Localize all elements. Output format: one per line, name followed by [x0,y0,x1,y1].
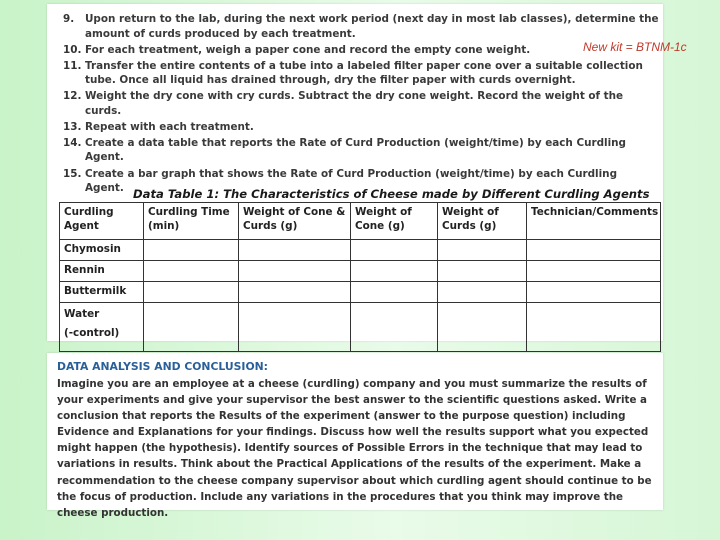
step-text: Weight the dry cone with cry curds. Subtract the dry cone weight. Record the weight of the curds. [85,90,624,117]
time-cell[interactable] [144,282,239,303]
agent-cell [60,303,144,352]
cone-curds-weight-cell[interactable] [239,282,351,303]
agent-note: (-control) [64,327,120,339]
procedure-step [63,136,659,165]
step-number: 12. [63,90,82,103]
step-text: Create a data table that reports the Rate of Curd Production (weight/time) by each Curdling Agent. [85,136,626,164]
cone-weight-cell[interactable] [351,240,438,261]
procedure-step [63,59,659,88]
step-number: 10. [63,43,82,56]
comments-cell[interactable] [527,261,661,282]
comments-cell[interactable] [527,282,661,303]
step-text: Transfer the entire contents of a tube into a labeled filter paper cone over a suitable collection tube. Once all liquid has drained through, dry the filter paper with curds overnight. [85,59,643,87]
agent-name: Water [64,308,100,320]
column-header-comments: Technician/Comments [527,203,661,240]
time-cell[interactable] [144,240,239,261]
table-row [60,261,661,282]
table-row [60,282,661,303]
data-table [59,202,661,352]
comments-cell[interactable] [527,303,661,352]
cone-weight-cell[interactable] [351,282,438,303]
step-number: 9. [63,13,75,25]
cone-curds-weight-cell[interactable] [239,240,351,261]
kit-note: New kit = BTNM-1c [583,40,687,54]
curds-weight-cell[interactable] [438,303,527,352]
column-header-cone-curds-weight: Weight of Cone & Curds (g) [239,203,351,240]
agent-cell: Rennin [60,261,144,282]
time-cell[interactable] [144,303,239,352]
cone-weight-cell[interactable] [351,303,438,352]
step-text: Upon return to the lab, during the next work period (next day in most lab classes), determine the amount of curds produced by each treatment. [85,13,659,40]
table-row [60,303,661,352]
time-cell[interactable] [144,261,239,282]
procedure-step [63,120,659,135]
procedure-steps [63,12,659,197]
table-header-row [60,203,661,240]
step-text: For each treatment, weigh a paper cone and record the empty cone weight. [85,43,531,56]
agent-cell: Buttermilk [60,282,144,303]
column-header-agent: Curdling Agent [60,203,144,240]
procedure-step [63,43,659,58]
procedure-page [47,4,663,341]
column-header-time: Curdling Time (min) [144,203,239,240]
step-number: 13. [63,120,82,133]
column-header-cone-weight: Weight of Cone (g) [351,203,438,240]
procedure-step [63,12,659,41]
analysis-page [47,353,663,519]
column-header-curds-weight: Weight of Curds (g) [438,203,527,240]
comments-cell[interactable] [527,240,661,261]
data-table-title: Data Table 1: The Characteristics of Cheese made by Different Curdling Agents [133,187,650,201]
procedure-step [63,89,659,118]
analysis-title: DATA ANALYSIS AND CONCLUSION: [57,360,268,373]
table-row [60,240,661,261]
curds-weight-cell[interactable] [438,261,527,282]
step-number: 11. [63,59,82,72]
step-number: 15. [63,167,82,180]
cone-weight-cell[interactable] [351,261,438,282]
curds-weight-cell[interactable] [438,282,527,303]
analysis-body: Imagine you are an employee at a cheese (curdling) company and you must summarize the results of your experiments and give your supervisor the best answer to the scientific questions asked. Write a conclusion that reports the Results of the experiment (answer to the purpose question) including Evidence and Explanations for your findings. Discuss how well the results support what you expected might happen (the hypothesis). Identify sources of Possible Errors in the technique that may lead to variations in results. Think about the Practical Applications of the results of the experiment. Make a recommendation to the cheese company supervisor about which curdling agent should continue to be the focus of production. Include any variations in the procedures that you think may improve the cheese production. [57,378,652,519]
agent-cell: Chymosin [60,240,144,261]
curds-weight-cell[interactable] [438,240,527,261]
step-number: 14. [63,136,82,149]
step-text: Repeat with each treatment. [85,120,254,133]
cone-curds-weight-cell[interactable] [239,303,351,352]
cone-curds-weight-cell[interactable] [239,261,351,282]
step-text: Create a bar graph that shows the Rate of Curd Production (weight/time) by each Curdling Agent. [85,167,618,195]
